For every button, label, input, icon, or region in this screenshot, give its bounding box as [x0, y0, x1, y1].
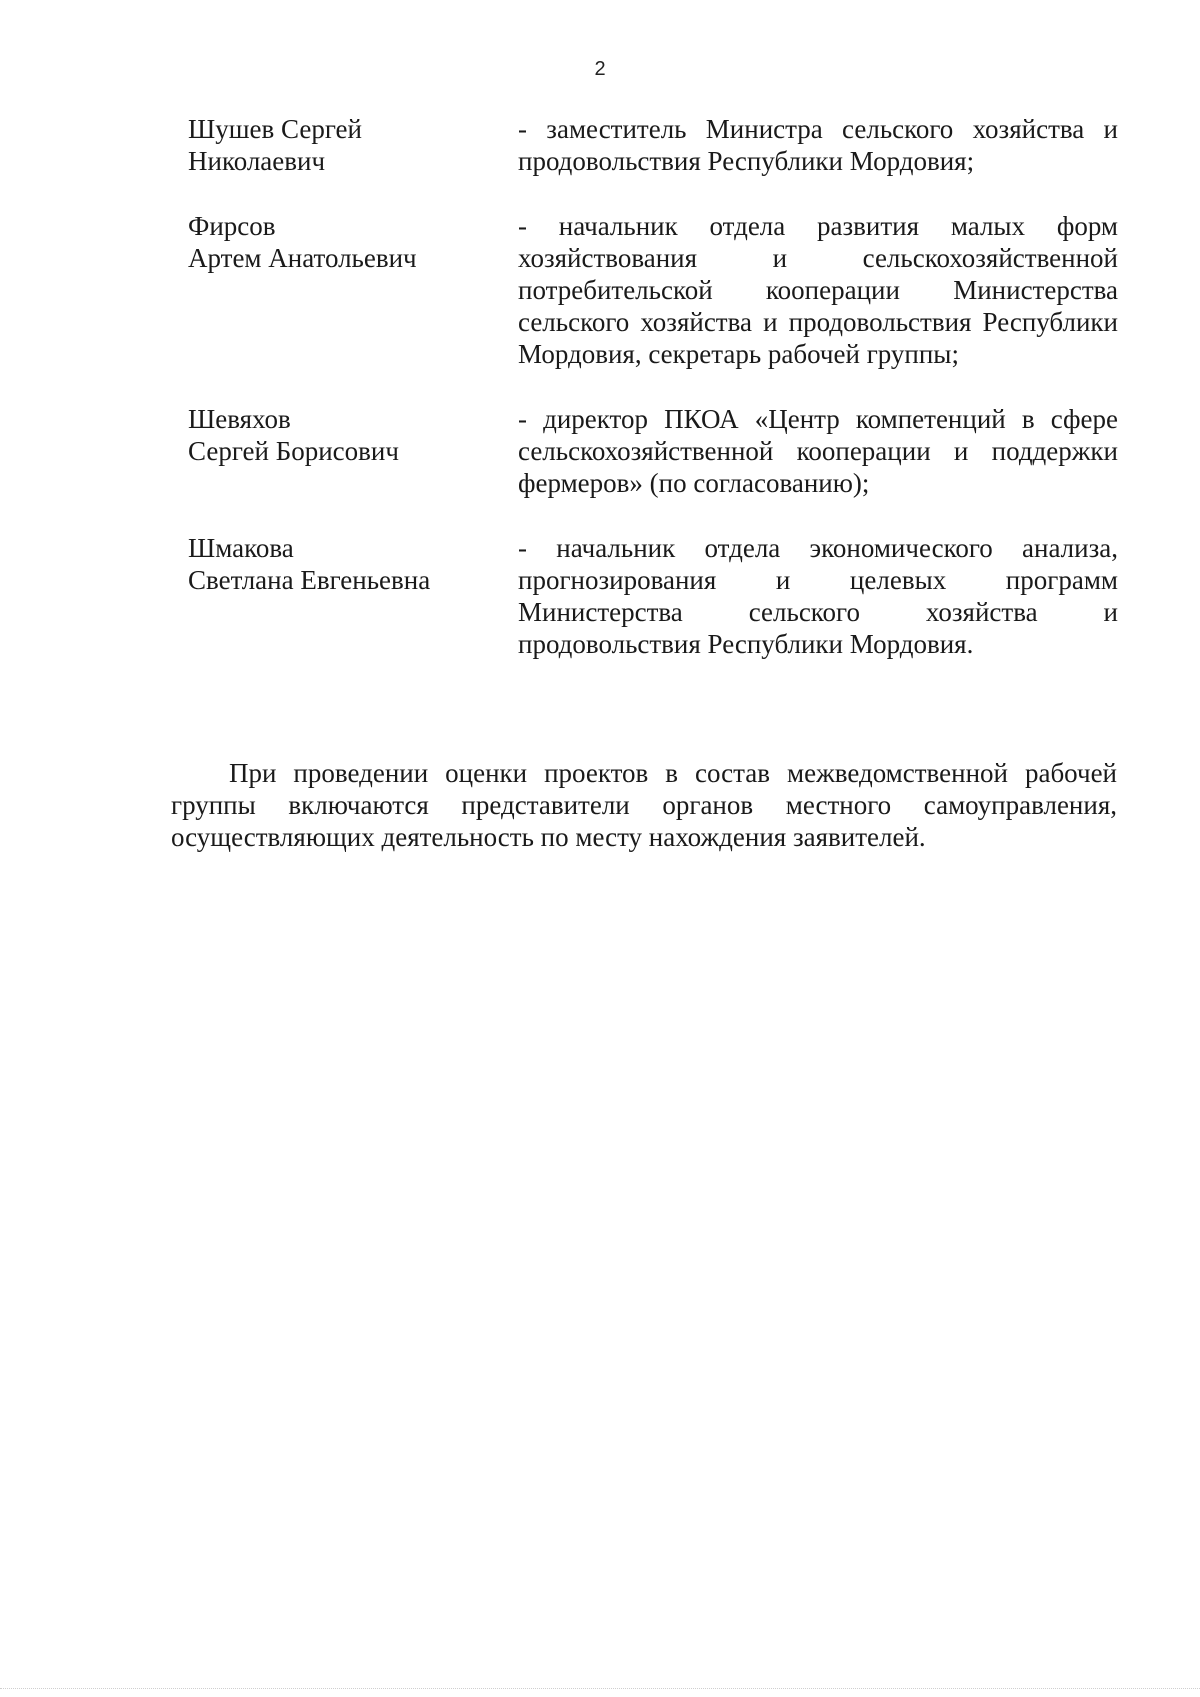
member-name-line: Артем Анатольевич [188, 243, 417, 273]
member-description: - начальник отдела экономического анализа, прогнозирования и целевых программ Министерства сельского хозяйства и продовольствия Республики Мордовия. [518, 533, 1118, 659]
member-name-line: Шмакова [188, 533, 294, 563]
member-name-line: Фирсов [188, 211, 276, 241]
member-entry [188, 532, 1118, 660]
member-name-line: Николаевич [188, 146, 326, 176]
member-name-line: Шевяхов [188, 404, 291, 434]
member-name [188, 403, 518, 467]
member-description: - начальник отдела развития малых форм хозяйствования и сельскохозяйственной потребительской кооперации Министерства сельского хозяйства и продовольствия Республики Мордовия, секретарь рабочей группы; [518, 211, 1118, 369]
member-entry [188, 403, 1118, 499]
member-entry [188, 113, 1118, 177]
scan-edge-line [0, 1688, 1200, 1689]
member-name [188, 532, 518, 596]
closing-paragraph: При проведении оценки проектов в состав межведомственной рабочей группы включаются представители органов местного самоуправления, осуществляющих деятельность по месту нахождения заявителей. [171, 758, 1117, 852]
member-entry [188, 210, 1118, 370]
member-name-line: Светлана Евгеньевна [188, 565, 431, 595]
member-name [188, 210, 518, 274]
member-name [188, 113, 518, 177]
member-name-line: Сергей Борисович [188, 436, 399, 466]
member-description: - заместитель Министра сельского хозяйства и продовольствия Республики Мордовия; [518, 114, 1118, 176]
member-name-line: Шушев Сергей [188, 114, 362, 144]
member-list [188, 113, 1118, 660]
page-number: 2 [594, 58, 606, 80]
member-description: - директор ПКОА «Центр компетенций в сфере сельскохозяйственной кооперации и поддержки фермеров» (по согласованию); [518, 404, 1118, 498]
